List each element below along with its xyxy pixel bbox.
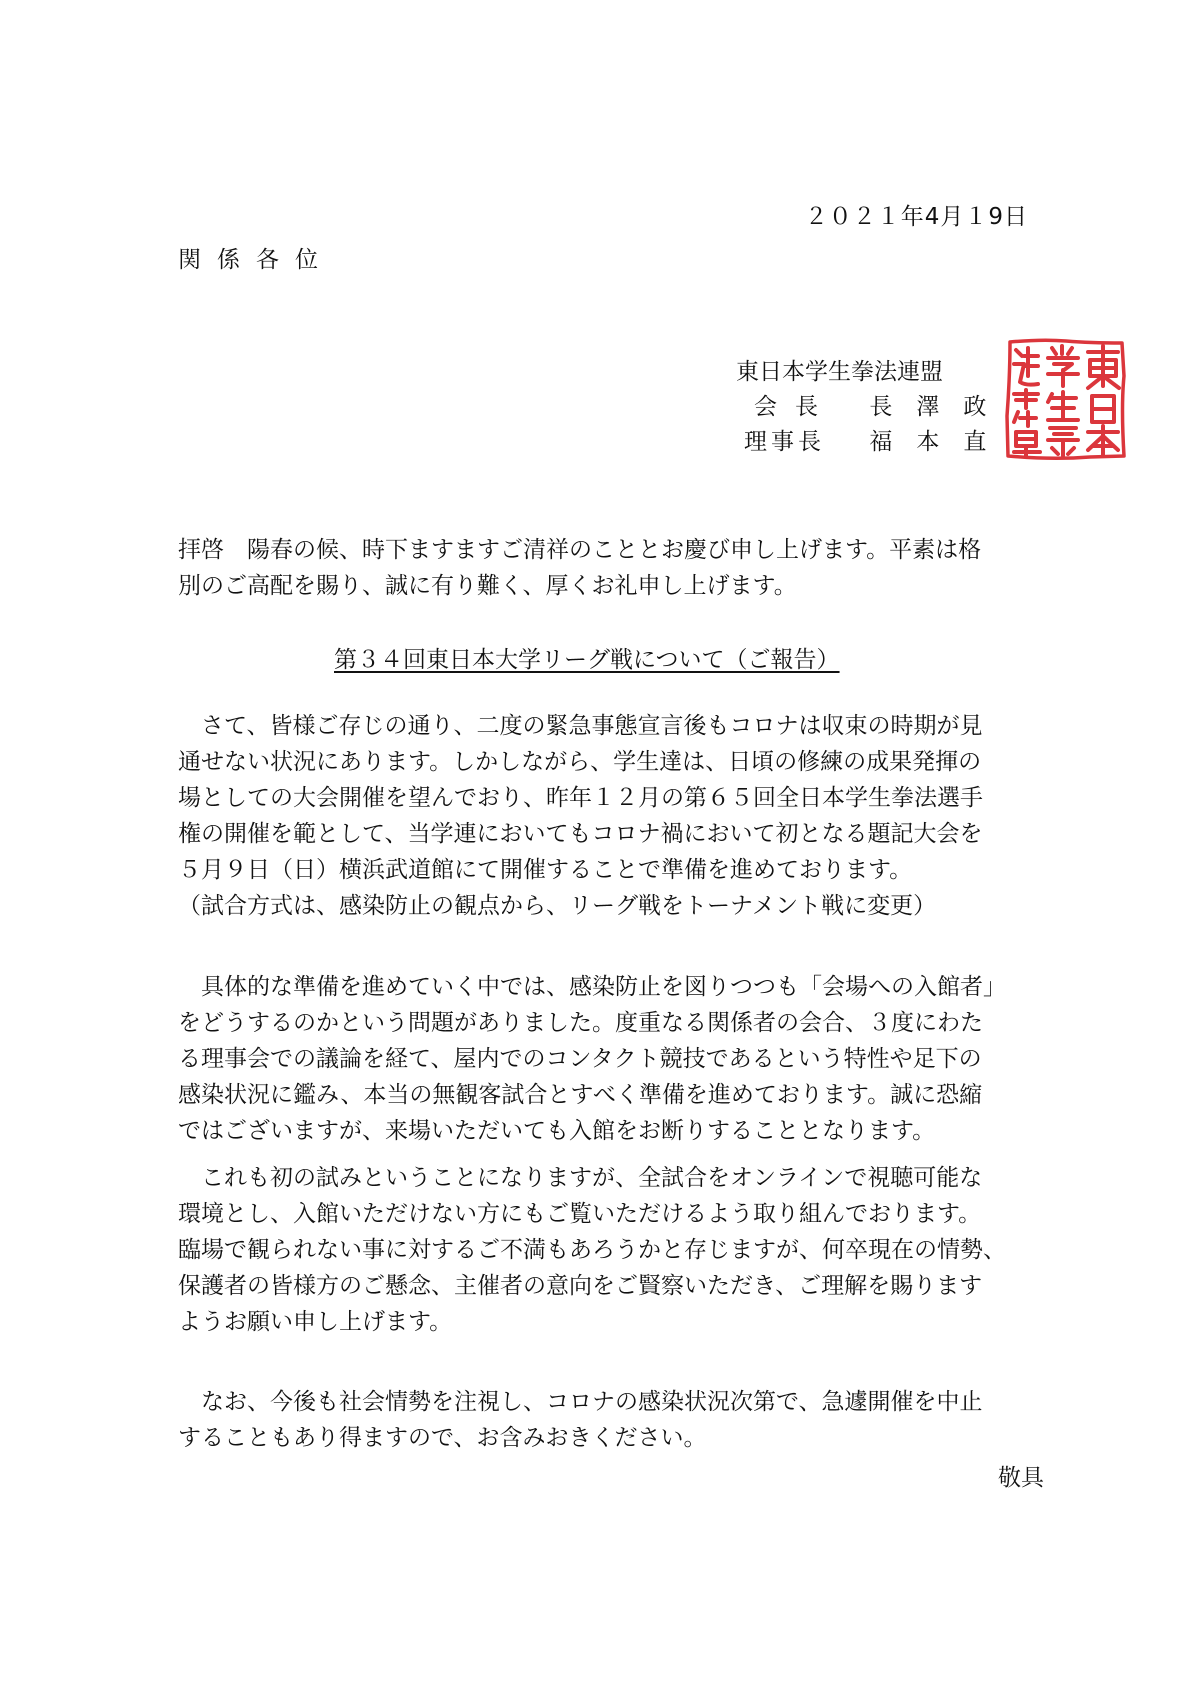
body-paragraph-2 xyxy=(178,969,1044,1149)
text-line: 場としての大会開催を望んでおり、昨年１２月の第６５回全日本学生拳法選手 xyxy=(178,785,983,811)
signatory-name: 福本直 xyxy=(869,429,1011,455)
text-line: 感染状況に鑑み、本当の無観客試合とすべく準備を進めております。誠に恐縮 xyxy=(178,1082,983,1108)
body-paragraph-4 xyxy=(178,1384,1044,1456)
signatory-name: 長澤政 xyxy=(869,394,1011,420)
text-line: 具体的な準備を進めていく中では、感染防止を図りつつも「会場への入館者」 xyxy=(178,974,1006,1000)
text-line: 通せない状況にあります。しかしながら、学生達は、日頃の修練の成果発揮の xyxy=(178,749,982,775)
recipients-heading: 関係各位 xyxy=(178,247,334,273)
official-seal-stamp xyxy=(1002,336,1128,462)
text-line: ではございますが、来場いただいても入館をお断りすることとなります。 xyxy=(178,1118,936,1144)
text-line: 保護者の皆様方のご懸念、主催者の意向をご賢察いただき、ご理解を賜ります xyxy=(178,1273,983,1299)
signatory-chairman xyxy=(744,427,1010,457)
text-line: さて、皆様ご存じの通り、二度の緊急事態宣言後もコロナは収束の時期が見 xyxy=(178,713,983,739)
letter-date: ２０２１年4月１9日 xyxy=(804,204,1028,230)
signatory-role: 会長 xyxy=(754,394,836,420)
text-line: 別のご高配を賜り、誠に有り難く、厚くお礼申し上げます。 xyxy=(178,573,797,599)
signatory-role: 理事長 xyxy=(744,429,825,455)
text-line: することもあり得ますので、お含みおきください。 xyxy=(178,1425,707,1451)
body-paragraph-3 xyxy=(178,1160,1044,1340)
closing-salutation: 敬具 xyxy=(998,1465,1044,1491)
greeting-paragraph xyxy=(178,532,1044,604)
text-line: 権の開催を範として、当学連においてもコロナ禍において初となる題記大会を xyxy=(178,821,983,847)
document-title: 第３４回東日本大学リーグ戦について（ご報告） xyxy=(334,647,840,673)
text-line: 環境とし、入館いただけない方にもご覧いただけるよう取り組んでおります。 xyxy=(178,1201,982,1227)
text-line: る理事会での議論を経て、屋内でのコンタクト競技であるという特性や足下の xyxy=(178,1046,982,1072)
text-line: これも初の試みということになりますが、全試合をオンラインで視聴可能な xyxy=(178,1165,983,1191)
text-line: なお、今後も社会情勢を注視し、コロナの感染状況次第で、急遽開催を中止 xyxy=(178,1389,983,1415)
text-line: 臨場で観られない事に対するご不満もあろうかと存じますが、何卒現在の情勢、 xyxy=(178,1237,1006,1263)
sender-organization: 東日本学生拳法連盟 xyxy=(736,359,943,385)
text-line: （試合方式は、感染防止の観点から、リーグ戦をトーナメント戦に変更） xyxy=(178,893,937,919)
body-paragraph-1 xyxy=(178,708,1044,924)
text-line: 拝啓 陽春の候、時下ますますご清祥のこととお慶び申し上げます。平素は格 xyxy=(178,537,982,563)
text-line: ５月９日（日）横浜武道館にて開催することで準備を進めております。 xyxy=(178,857,913,883)
text-line: をどうするのかという問題がありました。度重なる関係者の会合、３度にわた xyxy=(178,1010,983,1036)
text-line: ようお願い申し上げます。 xyxy=(178,1309,453,1335)
signatory-president xyxy=(744,392,1010,422)
